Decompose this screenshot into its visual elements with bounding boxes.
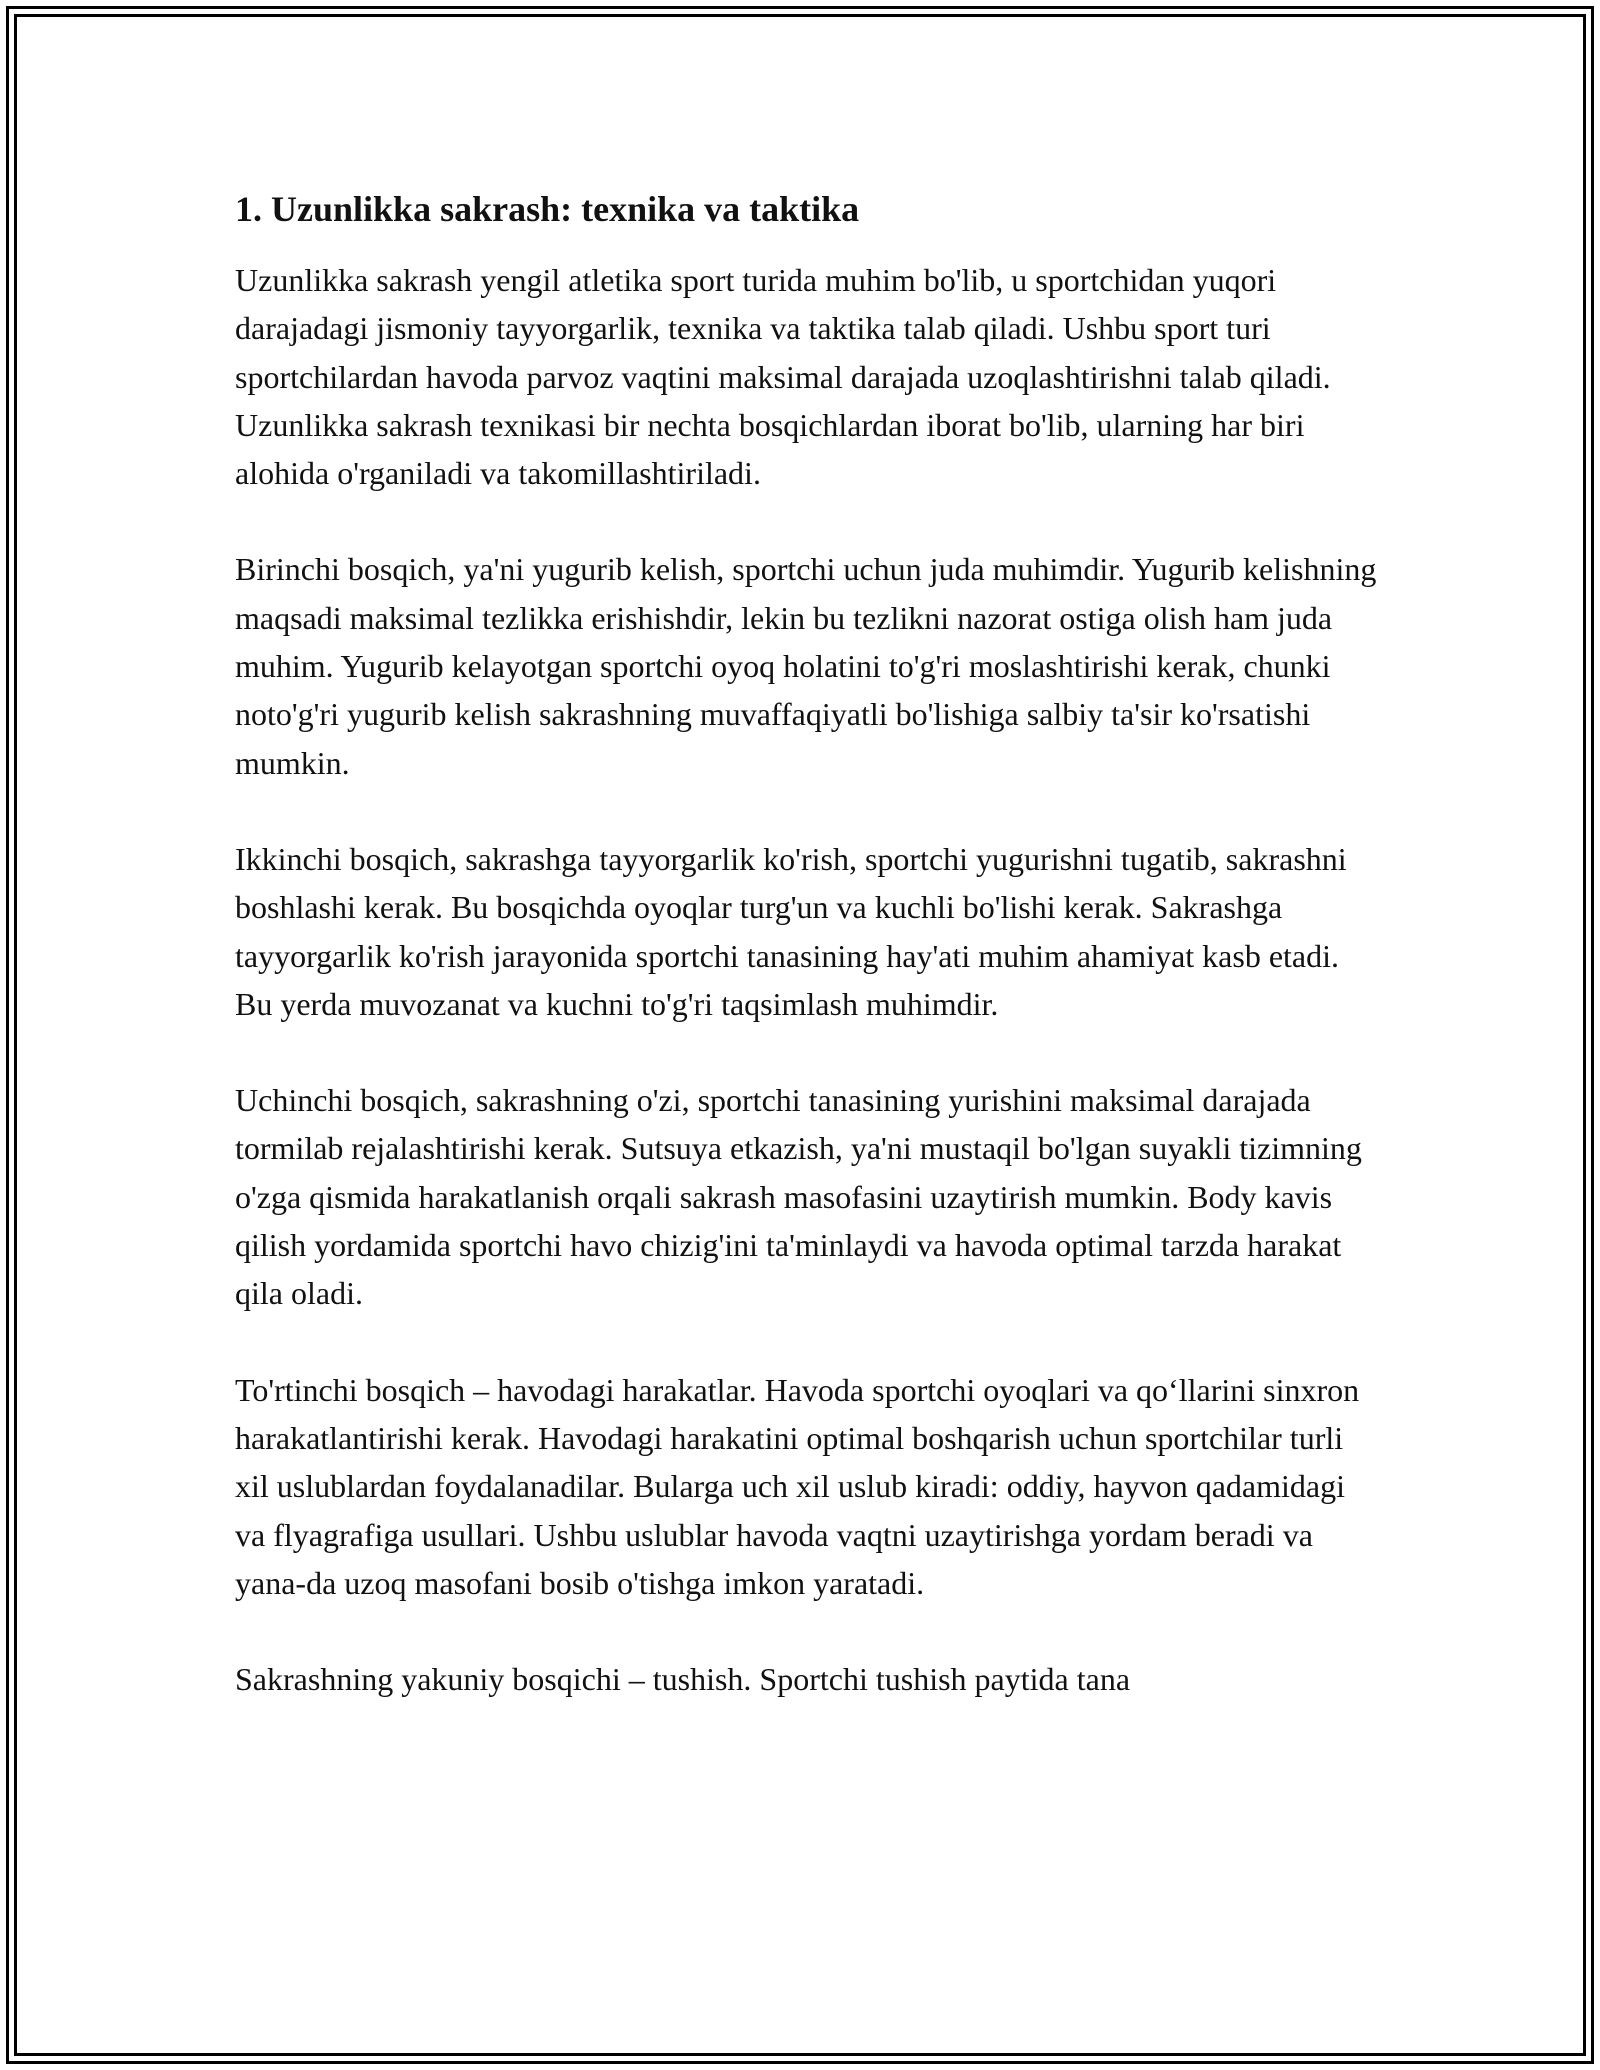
section-heading: 1. Uzunlikka sakrash: texnika va taktika (235, 189, 860, 229)
paragraph-intro: Uzunlikka sakrash yengil atletika sport turida muhim bo'lib, u sportchidan yuqori darajadagi jismoniy tayyorgarlik, texnika va taktika talab qiladi. Ushbu sport turi sportchilardan havoda parvoz vaqtini maksimal darajada uzoqlashtirishni talab qiladi. Uzunlikka sakrash texnikasi bir nechta bosqichlardan iborat bo'lib, ularning har biri alohida o'rganiladi va takomillashtiriladi. (235, 262, 1331, 492)
paragraph-stage-one: Birinchi bosqich, ya'ni yugurib kelish, sportchi uchun juda muhimdir. Yugurib kelishning maqsadi maksimal tezlikka erishishdir, lekin bu tezlikni nazorat ostiga olish ham juda muhim. Yugurib kelayotgan sportchi oyoq holatini to'g'ri moslashtirishi kerak, chunki noto'g'ri yugurib kelish sakrashning muvaffaqiyatli bo'lishiga salbiy ta'sir ko'rsatishi mumkin. (235, 551, 1377, 781)
paragraph-stage-four: To'rtinchi bosqich – havodagi harakatlar. Havoda sportchi oyoqlari va qo‘llarini sinxron harakatlantirishi kerak. Havodagi harakatini optimal boshqarish uchun sportchilar turli xil uslublardan foydalanadilar. Bularga uch xil uslub kiradi: oddiy, hayvon qadamidagi va flyagrafiga usullari. Ushbu uslublar havoda vaqtni uzaytirishga yordam beradi va yana-da uzoq masofani bosib o'tishga imkon yaratadi. (235, 1371, 1360, 1601)
paragraph-stage-three: Uchinchi bosqich, sakrashning o'zi, sportchi tanasining yurishini maksimal darajada tormilab rejalashtirishi kerak. Sutsuya etkazish, ya'ni mustaqil bo'lgan suyakli tizimning o'zga qismida harakatlanish orqali sakrash masofasini uzaytirish mumkin. Body kavis qilish yordamida sportchi havo chizig'ini ta'minlaydi va havoda optimal tarzda harakat qila oladi. (235, 1082, 1362, 1312)
document-page (235, 186, 1380, 1751)
paragraph-final-stage: Sakrashning yakuniy bosqichi – tushish. Sportchi tushish paytida tana (235, 1661, 1131, 1698)
paragraph-stage-two: Ikkinchi bosqich, sakrashga tayyorgarlik ko'rish, sportchi yugurishni tugatib, sakrashni boshlashi kerak. Bu bosqichda oyoqlar turg'un va kuchli bo'lishi kerak. Sakrashga tayyorgarlik ko'rish jarayonida sportchi tanasining hay'ati muhim ahamiyat kasb etadi. Bu yerda muvozanat va kuchni to'g'ri taqsimlash muhimdir. (235, 840, 1347, 1022)
